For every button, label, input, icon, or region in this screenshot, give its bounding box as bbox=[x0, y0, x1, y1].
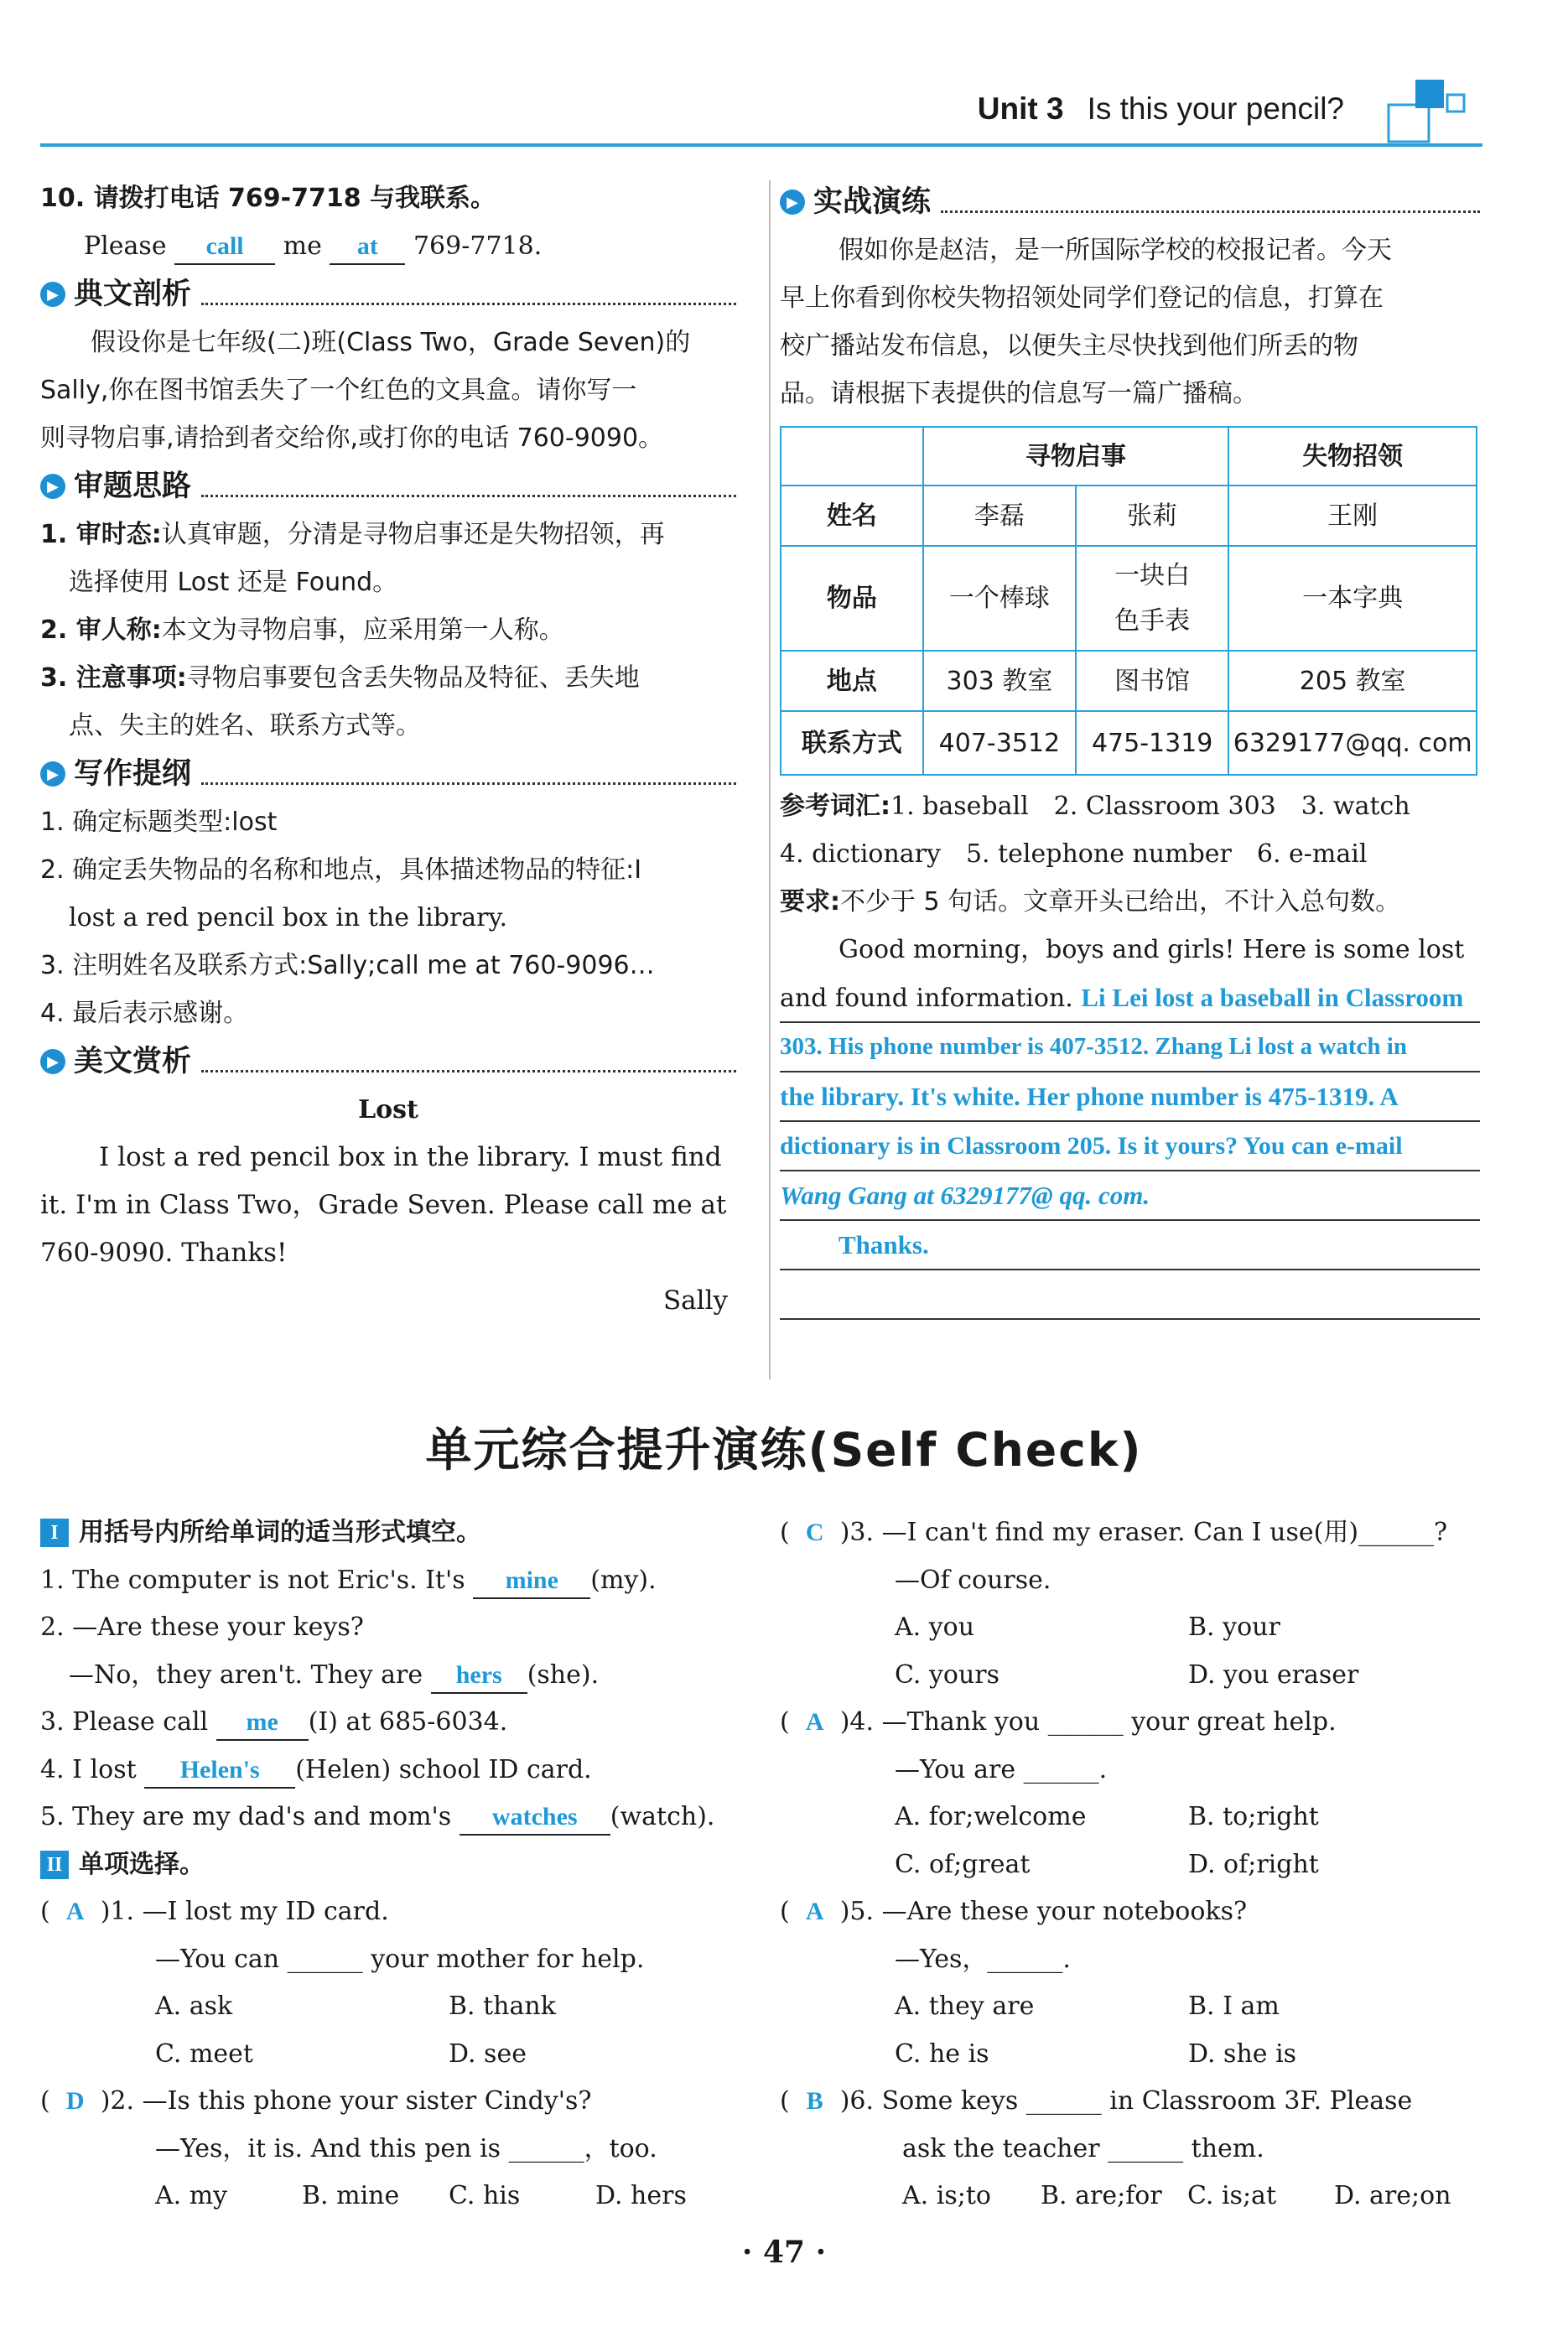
mc-question-line: —Yes，______. bbox=[895, 1944, 1071, 1974]
mc-options: A. you B. your bbox=[895, 1613, 1280, 1642]
task-intro: 校广播站发布信息，以便失主尽快找到他们所丢的物 bbox=[780, 331, 1358, 361]
table-row: 地点 303 教室 图书馆 205 教室 bbox=[781, 651, 1477, 711]
req-label: 要求: bbox=[780, 887, 840, 917]
mc-options: C. yours D. you eraser bbox=[895, 1659, 1359, 1690]
outline-item: 2. 确定丢失物品的名称和地点，具体描述物品的特征:I bbox=[40, 855, 642, 885]
mc-question: ( A )1. —I lost my ID card. bbox=[40, 1897, 389, 1926]
info-table bbox=[780, 426, 1477, 776]
writing-line: and found information. Li Lei lost a baseball in Classroom bbox=[780, 974, 1480, 1023]
outline-item: lost a red pencil box in the library. bbox=[69, 903, 508, 932]
writing-line: the library. It's white. Her phone number is 475-1319. A bbox=[780, 1072, 1480, 1122]
unit-title: Unit 3 Is this your pencil? bbox=[977, 91, 1344, 126]
vocab-label: 参考词汇: bbox=[780, 792, 890, 821]
shenti-line: 选择使用 Lost 还是 Found。 bbox=[69, 568, 398, 597]
mc-question-line: —Yes，it is. And this pen is ______，too. bbox=[155, 2133, 657, 2163]
page-header bbox=[40, 80, 1482, 147]
essay-title: Lost bbox=[358, 1095, 418, 1124]
table-row bbox=[781, 427, 1477, 486]
shenti-line: 认真审题，分清是寻物启事还是失物招领，再 bbox=[161, 520, 665, 549]
shenti-line: 本文为寻物启事，应采用第一人称。 bbox=[161, 615, 564, 645]
essay-line: 760-9090. Thanks! bbox=[40, 1238, 288, 1268]
part1-label: 用括号内所给单词的适当形式填空。 bbox=[79, 1518, 481, 1547]
mc-options: A. for;welcome B. to;right bbox=[895, 1802, 1319, 1831]
mc-options: A. is;to B. are;for C. is;at D. are;on bbox=[902, 2181, 1451, 2210]
mc-options: A. they are B. I am bbox=[895, 1992, 1280, 2021]
play-icon: ▶ bbox=[40, 282, 65, 307]
dianwen-line: 则寻物启事,请拾到者交给你,或打你的电话 760-9090。 bbox=[40, 423, 664, 453]
section-shizhan: ▶ 实战演练 bbox=[780, 178, 1480, 226]
table-row: 物品 一个棒球 一块白 色手表 一本字典 bbox=[781, 546, 1477, 651]
play-icon: ▶ bbox=[40, 474, 65, 499]
corner-squares-icon bbox=[1382, 80, 1474, 145]
roman-2-icon: II bbox=[40, 1851, 69, 1879]
mc-options: C. he is D. she is bbox=[895, 2038, 1297, 2069]
section-shenti: ▶ 审题思路 bbox=[40, 462, 736, 511]
left-column: 10. 请拨打电话 769-7718 与我联系。 Please call me at 769-7718. ▶ 典文剖析 假设你是七年级(二)班(Class Two，Grade Seven)的 Sally,你在图书馆丢失了一个红色的文具盒。请你写一 则寻物启事,请拾到者交给你,或打你的电话 760-9090。 ▶ 审题思路 1. 审时态:认真审题，分清是寻物启事还是失物招领，再 选择使用 Lost 还是 Found。 2. 审人称:本文为寻物启事，应采用第一人称。 3. 注意事项:寻物启事要包含丢失物品及特征、丢失地 点、失主的姓名、联系方式等。 ▶ 写作提纲 1. 确定标题类型:lost 2. 确定丢失物品的名称和地点，具体描述物品的特征:I lost a red pencil box in the library. 3. 注明姓名及联系方式:Sally;call me at 760-9096… 4. 最后表示感谢。 ▶ 美文赏析 Lost I lost a red pencil box in the library. I must find it. I'm in Class Two，Grade Seven. Please call me at 760-9090. Thanks! Sally bbox=[40, 174, 736, 1325]
mc-question: ( D )2. —Is this phone your sister Cindy's? bbox=[40, 2086, 592, 2116]
dianwen-line: Sally,你在图书馆丢失了一个红色的文具盒。请你写一 bbox=[40, 376, 637, 405]
essay-line: it. I'm in Class Two，Grade Seven. Please call me at bbox=[40, 1190, 727, 1220]
play-icon: ▶ bbox=[780, 190, 805, 215]
mc-question: ( A )4. —Thank you ______ your great help. bbox=[780, 1707, 1337, 1737]
section-dianwen: ▶ 典文剖析 bbox=[40, 270, 736, 319]
fill-item: —No，they aren't. They are hers (she). bbox=[40, 1652, 745, 1700]
right-column bbox=[780, 178, 1480, 1320]
writing-line bbox=[780, 1270, 1480, 1320]
writing-line: dictionary is in Classroom 205. Is it yours? You can e-mail bbox=[780, 1122, 1480, 1171]
self-check-left bbox=[40, 1509, 745, 2220]
outline-item: 4. 最后表示感谢。 bbox=[40, 999, 249, 1028]
mc-options: C. meet D. see bbox=[155, 2038, 527, 2069]
mc-options: C. of;great D. of;right bbox=[895, 1849, 1319, 1879]
play-icon: ▶ bbox=[40, 1049, 65, 1074]
shenti-line: 点、失主的姓名、联系方式等。 bbox=[69, 711, 421, 740]
vocab-line: 4. dictionary 5. telephone number 6. e-mail bbox=[780, 839, 1368, 869]
section-xiezuo: ▶ 写作提纲 bbox=[40, 750, 736, 798]
writing-line: 303. His phone number is 407-3512. Zhang Li lost a watch in bbox=[780, 1023, 1480, 1072]
fill-item: 3. Please call me (I) at 685-6034. bbox=[40, 1699, 745, 1747]
fill-item: 5. They are my dad's and mom's watches (watch). bbox=[40, 1794, 745, 1841]
self-check-right bbox=[780, 1509, 1484, 2220]
mc-question: ( C )3. —I can't find my eraser. Can I use(用)______? bbox=[780, 1518, 1448, 1547]
self-check-title: 单元综合提升演练(Self Check) bbox=[425, 1423, 1143, 1477]
section-meiwen: ▶ 美文赏析 bbox=[40, 1037, 736, 1086]
page-number: · 47 · bbox=[741, 2235, 827, 2270]
table-row: 联系方式 407-3512 475-1319 6329177@qq. com bbox=[781, 711, 1477, 775]
play-icon: ▶ bbox=[40, 761, 65, 787]
mc-options: A. my B. mine C. his D. hers bbox=[155, 2181, 687, 2210]
column-divider bbox=[769, 180, 771, 1379]
essay-line: I lost a red pencil box in the library. I must find bbox=[99, 1142, 722, 1172]
shenti-line: 寻物启事要包含丢失物品及特征、丢失地 bbox=[186, 663, 640, 693]
mc-question-line: —You can ______ your mother for help. bbox=[155, 1944, 645, 1974]
essay-signature: Sally bbox=[662, 1285, 728, 1316]
vocab-line: 1. baseball 2. Classroom 303 3. watch bbox=[890, 792, 1410, 821]
table-row: 姓名 李磊 张莉 王刚 bbox=[781, 486, 1477, 546]
outline-item: 1. 确定标题类型:lost bbox=[40, 808, 278, 837]
mc-options: A. ask B. thank bbox=[155, 1992, 556, 2021]
writing-line: Thanks. bbox=[780, 1221, 1480, 1270]
roman-1-icon: I bbox=[40, 1519, 69, 1547]
task-intro: 早上你看到你校失物招领处同学们登记的信息，打算在 bbox=[780, 283, 1384, 313]
task-intro: 品。请根据下表提供的信息写一篇广播稿。 bbox=[780, 379, 1258, 408]
opening-line: Good morning，boys and girls! Here is some lost bbox=[839, 935, 1465, 964]
part2-label: 单项选择。 bbox=[79, 1849, 205, 1879]
fill-item: 2. —Are these your keys? bbox=[40, 1613, 364, 1642]
q10-cn: 10. 请拨打电话 769-7718 与我联系。 bbox=[40, 184, 496, 213]
writing-line: Wang Gang at 6329177@ qq. com. bbox=[780, 1171, 1480, 1221]
mc-question: ( B )6. Some keys ______ in Classroom 3F. Please bbox=[780, 2086, 1413, 2116]
dianwen-line: 假设你是七年级(二)班(Class Two，Grade Seven)的 bbox=[91, 328, 691, 357]
mc-question-line: ask the teacher ______ them. bbox=[902, 2133, 1264, 2163]
req-text: 不少于 5 句话。文章开头已给出，不计入总句数。 bbox=[840, 887, 1401, 917]
task-intro: 假如你是赵洁，是一所国际学校的校报记者。今天 bbox=[839, 236, 1392, 265]
mc-question-line: —Of course. bbox=[895, 1565, 1051, 1595]
outline-item: 3. 注明姓名及联系方式:Sally;call me at 760-9096… bbox=[40, 951, 655, 980]
table-header: 失物招领 bbox=[1228, 427, 1477, 486]
table-header: 寻物启事 bbox=[923, 427, 1229, 486]
mc-question: ( A )5. —Are these your notebooks? bbox=[780, 1897, 1248, 1926]
q10-en: Please call me at 769-7718. bbox=[40, 222, 736, 270]
mc-question-line: —You are ______. bbox=[895, 1754, 1108, 1784]
fill-item: 4. I lost Helen's (Helen) school ID card. bbox=[40, 1747, 745, 1794]
fill-item: 1. The computer is not Eric's. It's mine (my). bbox=[40, 1557, 745, 1605]
